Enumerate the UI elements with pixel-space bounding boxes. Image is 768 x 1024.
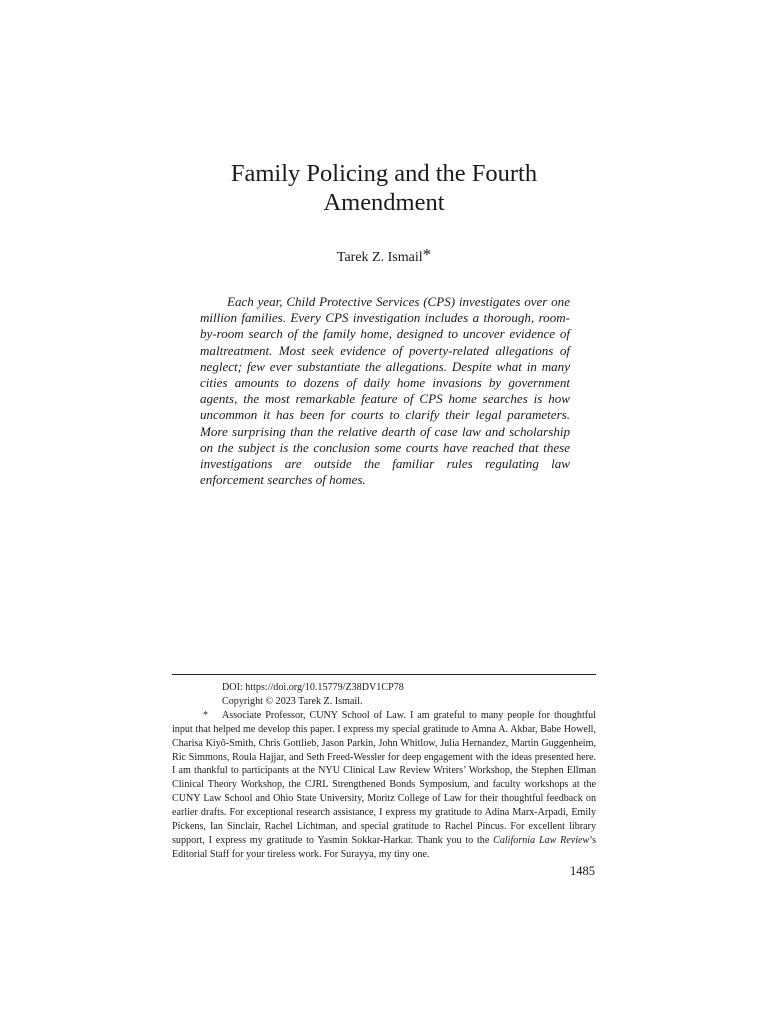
article-title (172, 159, 596, 217)
footnote-text-1: Associate Professor, CUNY School of Law. I am grateful to many people for thoughtful input that helped me develop this paper. I express my special gratitude to Amna A. Akbar, Babe Howell, Charisa Kiyô-Smith, Chris Gottlieb, Jason Parkin, John Whitlow, Julia Hernandez, Martin Guggenheim, Ric Simmons, Roula Hajjar, and Seth Freed-Wessler for deep engagement with the ideas presented here. I am thankful to participants at the NYU Clinical Law Review Writers’ Workshop, the Stephen Ellman Clinical Theory Workshop, the CJRL Strengthened Bonds Symposium, and faculty workshops at the CUNY Law School and Ohio State University, Moritz College of Law for their thoughtful feedback on earlier drafts. For exceptional research assistance, I express my gratitude to Adina Marx-Arpadi, Emily Pickens, Ian Sinclair, Rachel Lichtman, and special gratitude to Rachel Pincus. For excellent library support, I express my gratitude to Yasmin Sokkar-Harkar. Thank you to the (172, 709, 596, 846)
footnote-text-2: ’s Editorial Staff for your tireless work. For Surayya, my tiny one. (172, 834, 596, 860)
footnote-divider (172, 674, 596, 675)
author-byline (172, 246, 596, 267)
title-line-2: Amendment (323, 189, 445, 216)
doi-line: DOI: https://doi.org/10.15779/Z38DV1CP78 (222, 682, 404, 693)
author-name: Tarek Z. Ismail (336, 250, 423, 265)
abstract: Each year, Child Protective Services (CPS) investigates over one million families. Every CPS investigation includes a thorough, room-by-room search of the family home, designed to uncover evidence of maltreatment. Most seek evidence of poverty-related allegations of neglect; few ever substantiate the allegations. Despite what in many cities amounts to dozens of daily home invasions by government agents, the most remarkable feature of CPS home searches is how uncommon it has been for courts to clarify their legal parameters. More surprising than the relative dearth of case law and scholarship on the subject is the conclusion some courts have reached that these investigations are outside the familiar rules regulating law enforcement searches of homes. (200, 294, 570, 488)
footnotes (172, 681, 596, 862)
footnote-journal-name: California Law Review (493, 834, 590, 846)
footnote-marker: * (203, 709, 209, 721)
copyright-line: Copyright © 2023 Tarek Z. Ismail. (222, 695, 363, 707)
page-number: 1485 (570, 864, 595, 878)
author-footnote (172, 709, 596, 862)
title-line-1: Family Policing and the Fourth (230, 160, 538, 187)
author-footnote-mark: * (422, 245, 432, 264)
